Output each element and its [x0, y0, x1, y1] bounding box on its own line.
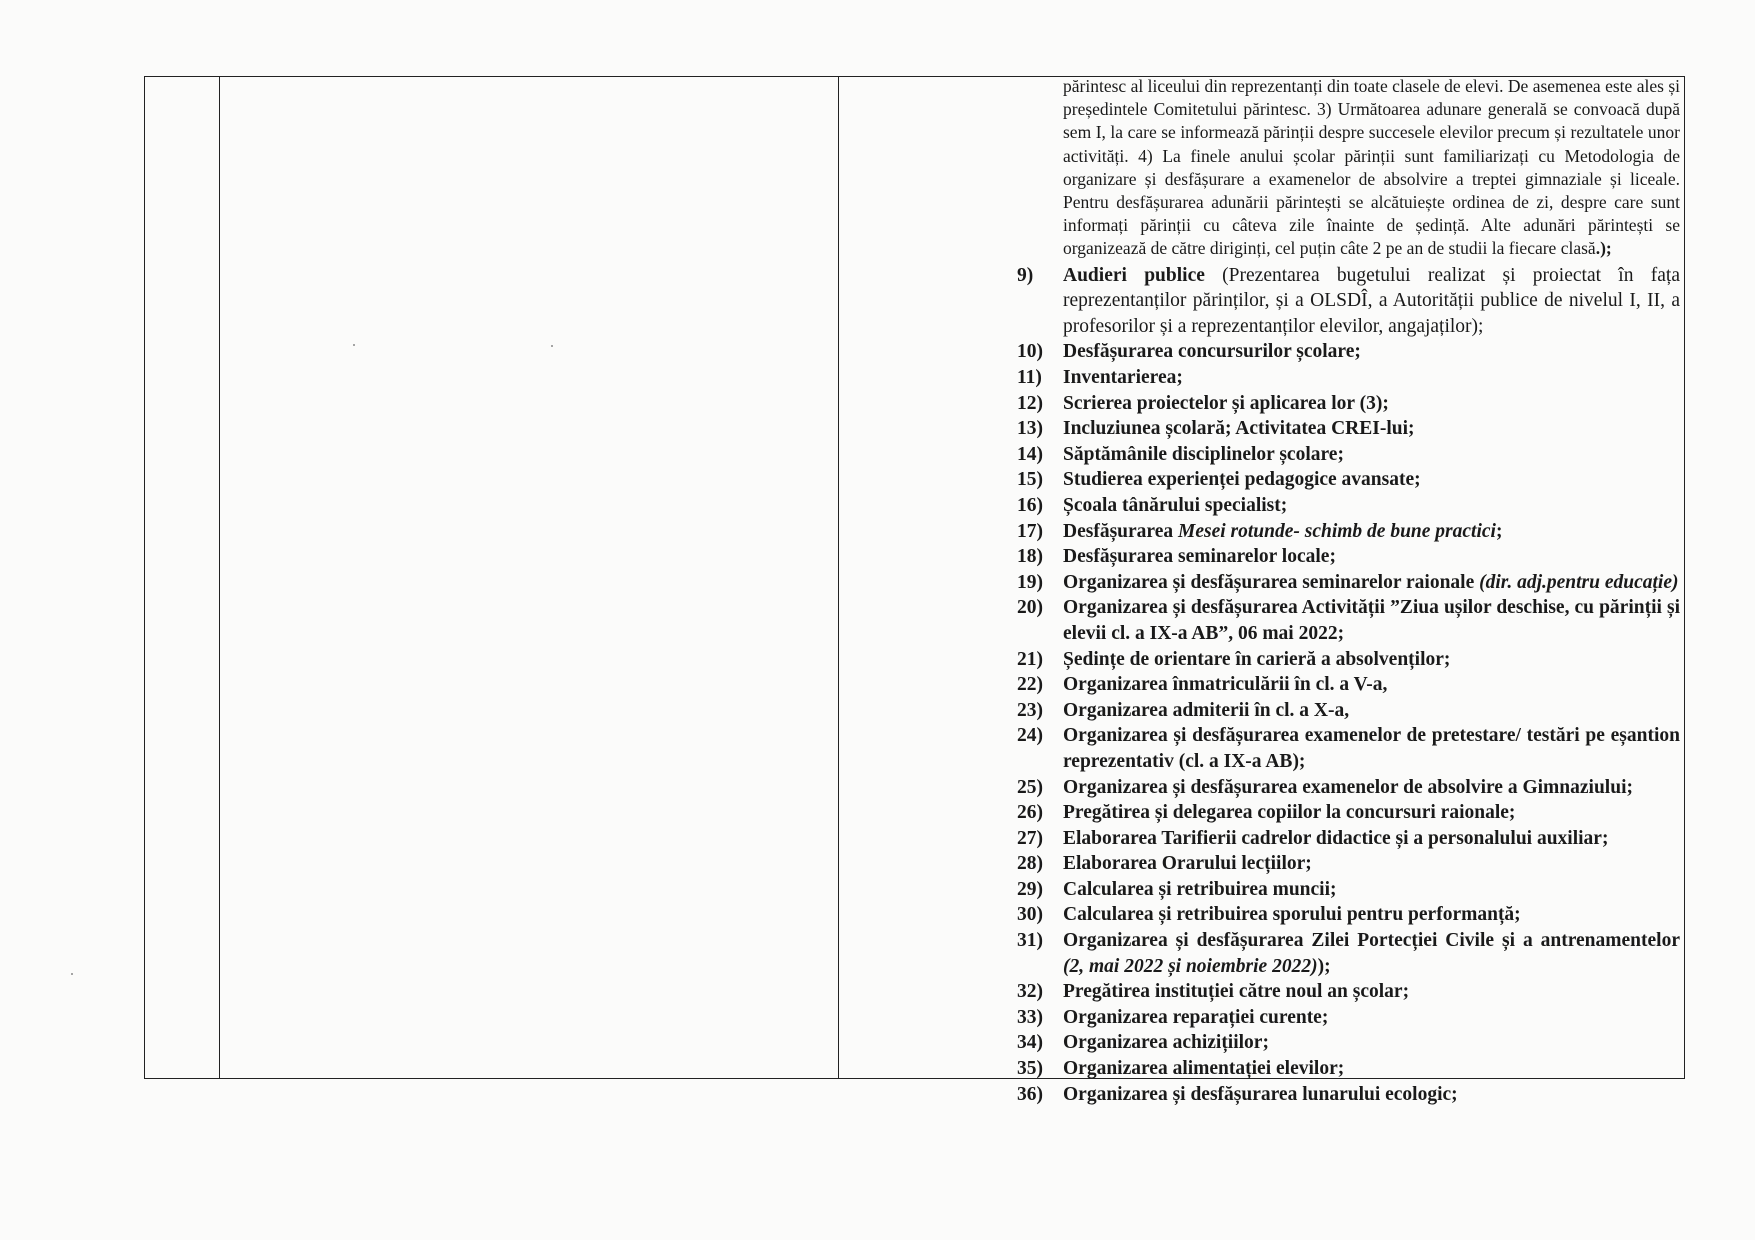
list-item-text — [1063, 570, 1680, 596]
list-item-bold: Desfășurarea seminarelor locale; — [1063, 546, 1336, 568]
list-item-number: 25) — [1017, 776, 1043, 798]
list-item-number: 11) — [1017, 367, 1042, 388]
list-item-italic: Mesei rotunde- schimb de bune practici — [1178, 520, 1496, 542]
list-item — [845, 723, 1680, 774]
list-item-bold: Desfășurarea concursurilor școlare; — [1063, 341, 1361, 363]
list-item — [845, 800, 1680, 826]
list-item — [845, 851, 1680, 877]
list-item-text — [1063, 1056, 1680, 1082]
scan-speck — [353, 344, 355, 346]
list-item-suffix: ; — [1495, 520, 1503, 542]
list-item-text — [1063, 544, 1680, 570]
column-divider — [219, 77, 220, 1078]
list-item-number: 36) — [1017, 1083, 1043, 1105]
list-item-bold: Organizarea și desfășurarea examenelor de absolvire a Gimnaziului; — [1063, 776, 1633, 798]
list-item — [845, 365, 1680, 391]
list-item — [845, 1030, 1680, 1056]
list-item-bold: Organizarea și desfășurarea seminarelor raionale — [1063, 571, 1480, 593]
list-item-number: 29) — [1017, 878, 1043, 900]
list-item — [845, 979, 1680, 1005]
list-item-number: 14) — [1017, 443, 1043, 465]
list-item — [845, 877, 1680, 903]
list-item-number: 31) — [1017, 930, 1043, 952]
list-item-number: 20) — [1017, 597, 1043, 619]
list-item-bold: Săptămânile disciplinelor școlare; — [1063, 443, 1344, 465]
list-item-number: 35) — [1017, 1058, 1043, 1080]
scan-speck — [551, 345, 553, 347]
list-item-number: 30) — [1017, 904, 1043, 926]
list-item — [845, 391, 1680, 417]
list-item-text — [1063, 365, 1680, 391]
list-item-bold: Studierea experienței pedagogice avansate; — [1063, 469, 1421, 491]
intro-paragraph-text: părintesc al liceului din reprezentanți din toate clasele de elevi. De asemenea este ales și președintele Comitetului părintesc. 3) Următoarea adunare generală se convoacă după sem I, la care se informează părinții despre succesele elevilor precum și rezultatele unor activități. 4) La finele anului școlar părinții sunt familiarizați cu Metodologia de organizare și desfășurare a examenelor de absolvire a treptei gimnaziale și liceale. Pentru desfășurarea adunării părintești se alcătuiește ordinea de zi, despre care sunt informați părinții cu câteva zile înainte de ședință. Alte adunări părintești se organizează de către diriginți, cel puțin câte 2 pe an de studii la fiecare clasă — [1063, 76, 1680, 259]
list-item-number: 18) — [1017, 546, 1043, 568]
list-item-bold: Pregătirea și delegarea copiilor la concursuri raionale; — [1063, 802, 1516, 824]
list-item-text — [1063, 979, 1680, 1005]
list-item-bold: Organizarea reparației curente; — [1063, 1006, 1329, 1028]
list-item — [845, 1082, 1680, 1108]
list-item-number: 12) — [1017, 392, 1043, 414]
list-item-bold: Inventarierea; — [1063, 367, 1183, 388]
list-item — [845, 467, 1680, 493]
list-item-bold: Elaborarea Tarifierii cadrelor didactice și a personalului auxiliar; — [1063, 827, 1609, 849]
scan-speck — [71, 973, 73, 975]
list-item — [845, 595, 1680, 646]
list-item-bold: Organizarea înmatriculării în cl. a V-a, — [1063, 674, 1388, 696]
list-item-italic: (2, mai 2022 și noiembrie 2022) — [1063, 955, 1318, 977]
list-item-bold: Organizarea și desfășurarea Activității ”Ziua ușilor deschise, cu părinții și elevii cl. a IX-a AB”, 06 mai 2022; — [1063, 597, 1680, 644]
list-item-bold: Organizarea alimentației elevilor; — [1063, 1058, 1345, 1080]
list-item-text — [1063, 928, 1680, 979]
list-item-text — [1063, 391, 1680, 417]
intro-paragraph — [1063, 75, 1680, 261]
list-item-bold: Organizarea și desfășurarea lunarului ecologic; — [1063, 1083, 1458, 1105]
list-item-text — [1063, 775, 1680, 801]
list-item-bold: Pregătirea instituției către noul an școlar; — [1063, 981, 1410, 1003]
list-item-number: 27) — [1017, 827, 1043, 849]
list-item-text — [1063, 826, 1680, 852]
list-item-text — [1063, 339, 1680, 365]
list-item-text — [1063, 467, 1680, 493]
list-item-suffix: ); — [1317, 955, 1331, 977]
list-item-text — [1063, 647, 1680, 673]
intro-paragraph-tail: .); — [1595, 238, 1612, 259]
list-item-number: 23) — [1017, 699, 1043, 721]
list-item-bold: Organizarea și desfășurarea Zilei Portecției Civile și a antrenamentelor — [1063, 930, 1680, 952]
list-item-bold: Organizarea și desfășurarea examenelor de pretestare/ testări pe eșantion reprezentativ (cl. a IX-a AB); — [1063, 725, 1680, 772]
list-item — [845, 416, 1680, 442]
list-item-bold: Organizarea admiterii în cl. a X-a, — [1063, 699, 1350, 721]
list-item-bold: Organizarea achizițiilor; — [1063, 1032, 1269, 1054]
document-table — [144, 76, 1685, 1105]
list-item — [845, 442, 1680, 468]
list-item — [845, 544, 1680, 570]
list-item-bold: Audieri publice — [1063, 264, 1205, 286]
list-item-bold: Elaborarea Orarului lecțiilor; — [1063, 853, 1312, 875]
list-item-italic: (dir. adj.pentru educație) — [1479, 571, 1679, 593]
list-item-normal: (Prezentarea bugetului realizat și proiectat în fața reprezentanților părinților, și a OLSDÎ, a Autorității publice de nivelul I, II, a profesorilor și a reprezentanților elevilor, angajaților); — [1063, 264, 1680, 337]
list-item — [845, 672, 1680, 698]
list-item-text — [1063, 263, 1680, 340]
list-item — [845, 493, 1680, 519]
list-item-bold: Desfășurarea — [1063, 520, 1178, 542]
list-item-text — [1063, 493, 1680, 519]
list-item — [845, 928, 1680, 979]
list-item-number: 17) — [1017, 520, 1043, 542]
list-item-bold: Calcularea și retribuirea sporului pentru performanță; — [1063, 904, 1521, 926]
column-divider — [838, 77, 839, 1078]
list-item-text — [1063, 1082, 1680, 1108]
list-item-text — [1063, 519, 1680, 545]
list-item-text — [1063, 1030, 1680, 1056]
activities-cell — [845, 77, 1680, 1107]
list-item-number: 13) — [1017, 418, 1043, 440]
list-item-bold: Calcularea și retribuirea muncii; — [1063, 878, 1337, 900]
list-item-text — [1063, 595, 1680, 646]
list-item-text — [1063, 442, 1680, 468]
list-item-number: 10) — [1017, 341, 1043, 363]
list-item-text — [1063, 800, 1680, 826]
list-item — [845, 698, 1680, 724]
list-item-number: 33) — [1017, 1006, 1043, 1028]
list-item-number: 34) — [1017, 1032, 1043, 1054]
list-item-text — [1063, 902, 1680, 928]
list-item — [845, 902, 1680, 928]
list-item-text — [1063, 851, 1680, 877]
list-item-text — [1063, 698, 1680, 724]
list-item — [845, 1056, 1680, 1082]
list-item-number: 9) — [1017, 264, 1034, 286]
list-item-number: 26) — [1017, 802, 1043, 824]
list-item — [845, 826, 1680, 852]
list-item-text — [1063, 1005, 1680, 1031]
list-item-bold: Ședințe de orientare în carieră a absolvenților; — [1063, 648, 1451, 670]
list-item — [845, 1005, 1680, 1031]
list-item — [845, 263, 1680, 340]
list-item-number: 16) — [1017, 494, 1043, 516]
list-item-number: 21) — [1017, 648, 1043, 670]
list-item-text — [1063, 416, 1680, 442]
list-item-number: 24) — [1017, 725, 1043, 747]
list-item — [845, 339, 1680, 365]
list-item-text — [1063, 723, 1680, 774]
list-item-number: 19) — [1017, 571, 1043, 593]
list-item-bold: Scrierea proiectelor și aplicarea lor (3); — [1063, 392, 1389, 414]
list-item-number: 22) — [1017, 674, 1043, 696]
list-item — [845, 775, 1680, 801]
list-item — [845, 647, 1680, 673]
list-item-bold: Școala tânărului specialist; — [1063, 494, 1288, 516]
activities-list — [845, 263, 1680, 1108]
list-item — [845, 519, 1680, 545]
list-item-text — [1063, 877, 1680, 903]
list-item-number: 32) — [1017, 981, 1043, 1003]
list-item-text — [1063, 672, 1680, 698]
list-item-bold: Incluziunea școlară; Activitatea CREI-lui; — [1063, 418, 1415, 440]
list-item — [845, 570, 1680, 596]
list-item-number: 28) — [1017, 853, 1043, 875]
list-item-number: 15) — [1017, 469, 1043, 491]
